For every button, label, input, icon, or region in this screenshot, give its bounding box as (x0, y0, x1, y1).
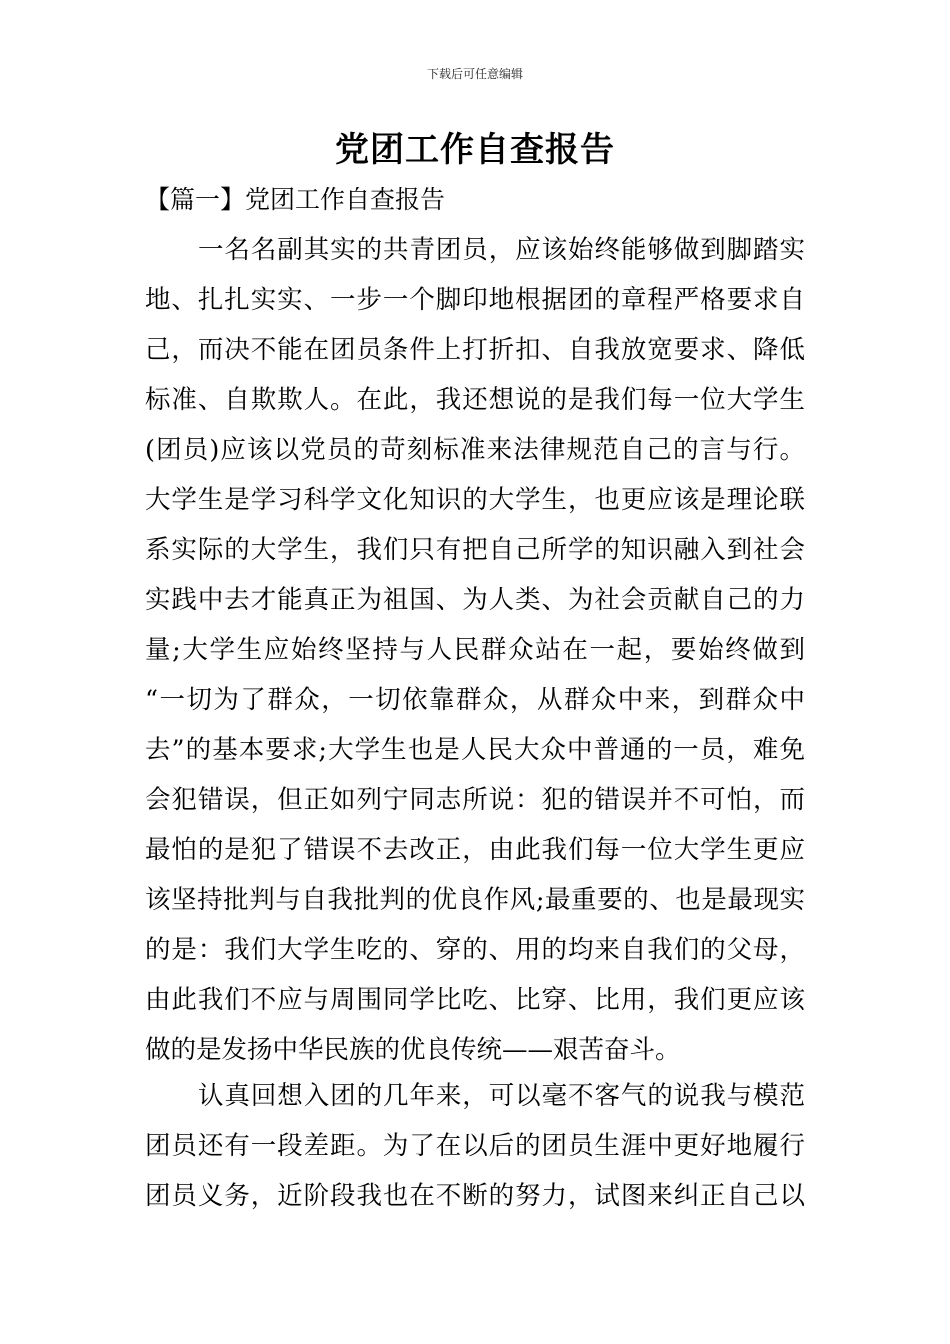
paragraph-1 (145, 225, 805, 1075)
paragraph-2 (145, 1071, 805, 1221)
paragraph-line: 该坚持批判与自我批判的优良作风;最重要的、也是最现实 (145, 885, 805, 915)
paragraph-line: 量;大学生应始终坚持与人民群众站在一起，要始终做到 (145, 635, 805, 665)
paragraph-line: 由此我们不应与周围同学比吃、比穿、比用，我们更应该 (145, 985, 805, 1015)
paragraph-line: 去”的基本要求;大学生也是人民大众中普通的一员，难免 (145, 735, 805, 765)
paragraph-line: 团员义务，近阶段我也在不断的努力，试图来纠正自己以 (145, 1181, 805, 1211)
paragraph-line: 系实际的大学生，我们只有把自己所学的知识融入到社会 (145, 535, 805, 565)
paragraph-line: 做的是发扬中华民族的优良传统——艰苦奋斗。 (145, 1035, 681, 1065)
section-heading: 【篇一】党团工作自查报告 (145, 185, 446, 214)
paragraph-line: 己，而决不能在团员条件上打折扣、自我放宽要求、降低 (145, 335, 805, 365)
paragraph-line: 地、扎扎实实、一步一个脚印地根据团的章程严格要求自 (145, 285, 805, 315)
paragraph-line: 一名名副其实的共青团员，应该始终能够做到脚踏实 (198, 235, 805, 265)
paragraph-line: “一切为了群众，一切依靠群众，从群众中来，到群众中 (145, 685, 805, 715)
paragraph-line: 的是：我们大学生吃的、穿的、用的均来自我们的父母， (145, 935, 805, 965)
paragraph-line: 大学生是学习科学文化知识的大学生，也更应该是理论联 (145, 485, 805, 515)
header-note: 下载后可任意编辑 (426, 67, 523, 81)
paragraph-line: 最怕的是犯了错误不去改正，由此我们每一位大学生更应 (145, 835, 805, 865)
paragraph-line: 实践中去才能真正为祖国、为人类、为社会贡献自己的力 (145, 585, 805, 615)
paragraph-line: 团员还有一段差距。为了在以后的团员生涯中更好地履行 (145, 1131, 805, 1161)
paragraph-line: (团员)应该以党员的苛刻标准来法律规范自己的言与行。 (145, 435, 805, 465)
paragraph-line: 会犯错误，但正如列宁同志所说：犯的错误并不可怕，而 (145, 785, 805, 815)
document-title: 党团工作自查报告 (335, 130, 615, 170)
paragraph-line: 标准、自欺欺人。在此，我还想说的是我们每一位大学生 (145, 385, 805, 415)
paragraph-line: 认真回想入团的几年来，可以毫不客气的说我与模范 (198, 1081, 805, 1111)
